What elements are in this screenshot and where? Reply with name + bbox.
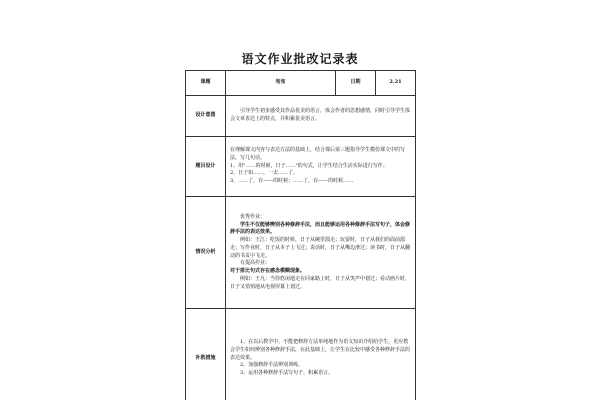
question-design-row (186, 137, 416, 197)
question-line-2: 2、日子如……，一去……了。 (230, 170, 299, 177)
date-label: 日期 (336, 71, 376, 96)
excellent-summary: 学生不仅能够辨别各种修辞手法，而且能够运用各种修辞手法写句子，体会修辞手法的表达效果。 (230, 221, 411, 236)
topic-value: 匆匆 (226, 71, 336, 96)
remedy-line-1: 2、加强修辞手法辨别训练。 (240, 362, 304, 369)
record-table (185, 70, 416, 400)
situation-row (186, 197, 416, 309)
question-line-1: 1、用"……的时候，日子……"的句式，让学生结合生活实际进行写作。 (230, 162, 388, 169)
improve-example: 例如：王凡：当你悠闲地走在回家路上时，日子从笑声中划过；看动画片时，日子又悄悄地从电视屏幕上划过。 (230, 275, 411, 290)
remedy-row (186, 309, 416, 400)
question-line-0: 在理解课文内容与表达方法的基础上，结合课后第三题指导学生模仿课文中的写法，写几句话。 (230, 147, 406, 161)
design-intent-text: 引导学生初步感受其作品优美的语言，体会作者的思想感情，同时引导学生体会文章表达上的特点，并积累优美语言。 (230, 108, 411, 122)
header-row (186, 71, 416, 96)
improve-summary: 对于排比句式存在感念模糊现象。 (230, 268, 306, 274)
topic-label: 课题 (186, 71, 226, 96)
date-value: 2.21 (376, 71, 416, 96)
remedy-line-2: 3、运用各种修辞手法写句子，积累语言。 (240, 370, 334, 377)
improve-title: 有提高作业： (240, 260, 271, 267)
remedy-cell (226, 309, 416, 400)
question-design-cell (226, 137, 416, 197)
excellent-title: 优秀作业： (240, 213, 266, 220)
situation-cell (226, 197, 416, 309)
design-intent-row (186, 96, 416, 137)
remedy-label: 补救措施 (186, 309, 226, 400)
question-line-3: 3、……了，有——的时候；……了，有——的时候…… (230, 178, 354, 185)
situation-label: 情况分析 (186, 197, 226, 309)
question-design-label: 题目设计 (186, 137, 226, 197)
document-page (185, 44, 415, 394)
design-intent-cell (226, 96, 416, 137)
remedy-line-0: 1、在以后教学中，不能把修辞方法单纯地作为语文知识介绍给学生，更应教会学生如何辨别各种修辞手法，在此基础上，让学生在比较中感受各种修辞手法的表达效果。 (230, 339, 411, 361)
excellent-example: 例如：王江：吃饭的时候，日子从碗里溜走；玩耍时，日子从我们的面前溜走；写作业时，日子从本子上飞过；说话时，日子从嘴边滑过；读书时，日子从翻动的书页中飞走。 (230, 237, 411, 259)
page-title: 语文作业批改记录表 (241, 52, 359, 66)
design-intent-label: 设计意图 (186, 96, 226, 137)
